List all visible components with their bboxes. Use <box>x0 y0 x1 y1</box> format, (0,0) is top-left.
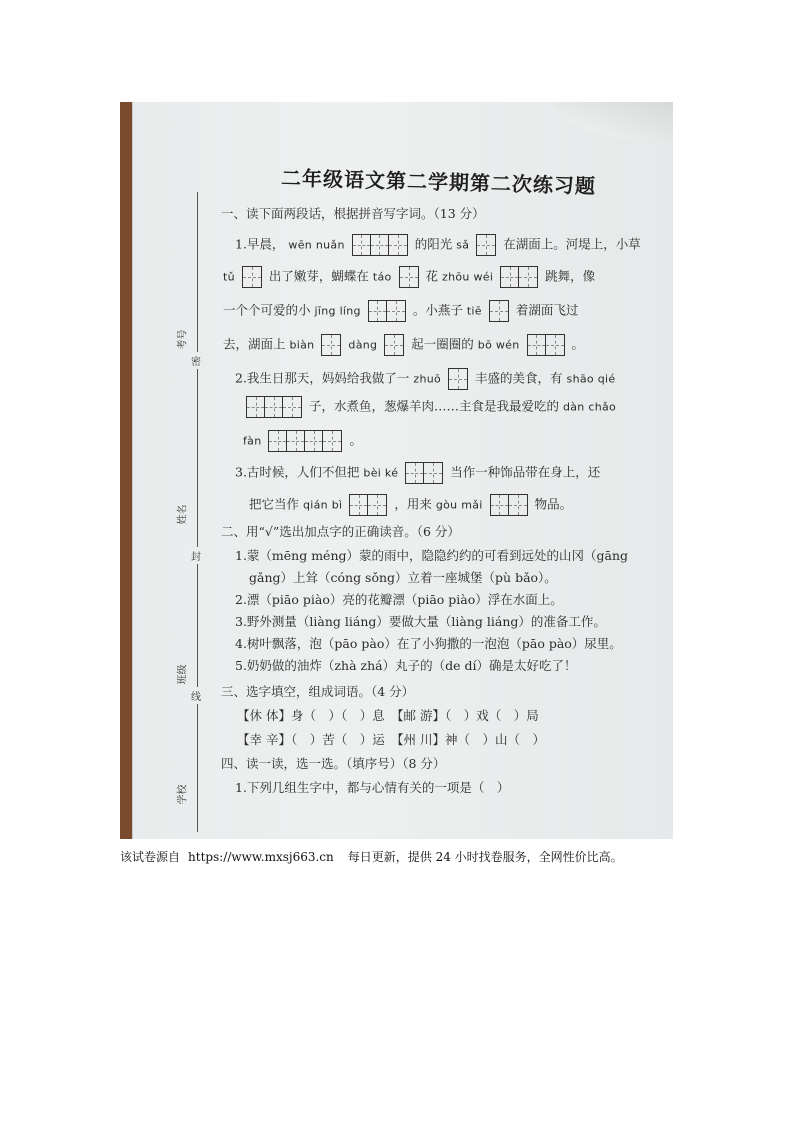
pinyin: qián bì <box>303 498 343 512</box>
pinyin: sǎ <box>456 238 470 252</box>
s2-line-2: gǎng）上耸（cóng sǒng）立着一座城堡（pù bǎo）。 <box>249 570 557 585</box>
answer-boxes[interactable] <box>500 266 538 288</box>
text: 3.古时候，人们不但把 <box>235 464 360 480</box>
answer-boxes[interactable] <box>368 300 406 322</box>
exam-photo <box>120 102 673 839</box>
caption-note: 每日更新，提供 24 小时找卷服务，全网性价比高。 <box>347 850 623 864</box>
s2-line-6: 5.奶奶做的油炸（zhà zhá）丸子的（de dí）确是太好吃了！ <box>235 658 577 673</box>
text: 当作一种饰品带在身上，还 <box>450 464 601 480</box>
answer-boxes[interactable] <box>268 430 342 452</box>
text: 着湖面飞过 <box>515 302 579 318</box>
s3-line-1: 【休 体】身（ ）（ ）息 【邮 游】（ ）戏（ ）局 <box>237 708 539 723</box>
binding-line <box>197 192 198 832</box>
binding-label-exam-no: 考号 <box>177 329 189 350</box>
pinyin: bō wén <box>477 338 520 352</box>
text: 。 <box>349 432 362 448</box>
binding-mark-seal: 密 <box>191 352 201 369</box>
text: 去，湖面上 <box>223 336 286 352</box>
s1-line-2 <box>223 266 595 288</box>
answer-boxes[interactable] <box>490 494 528 516</box>
section-4-heading: 四、读一读，选一选。（填序号）（8 分） <box>221 756 446 771</box>
answer-boxes[interactable] <box>349 494 387 516</box>
answer-boxes[interactable] <box>399 266 419 288</box>
caption-source: 该试卷源自 <box>120 850 181 864</box>
answer-boxes[interactable] <box>384 334 404 356</box>
section-3-heading: 三、选字填空，组成词语。（4 分） <box>221 684 415 699</box>
text: 。小燕子 <box>412 302 463 318</box>
answer-boxes[interactable] <box>489 300 509 322</box>
answer-boxes[interactable] <box>352 234 408 256</box>
answer-boxes[interactable] <box>405 462 443 484</box>
text: 把它当作 <box>249 496 300 512</box>
pinyin: zhuō <box>413 372 442 386</box>
s1-line-5 <box>235 368 615 390</box>
s2-line-5: 4.树叶飘落，泡（pāo pào）在了小狗撒的一泡泡（pāo pào）尿里。 <box>235 636 622 651</box>
s1-line-6 <box>243 396 616 418</box>
answer-boxes[interactable] <box>321 334 341 356</box>
text: 的阳光 <box>414 236 453 252</box>
pinyin: wēn nuǎn <box>288 238 345 252</box>
pinyin: bèi ké <box>363 466 399 480</box>
exam-paper <box>132 102 673 839</box>
s2-line-4: 3.野外测量（liàng liáng）要做大量（liàng liáng）的准备工作。 <box>235 614 606 629</box>
exam-title: 二年级语文第二学期第二次练习题 <box>280 165 597 199</box>
text: 出了嫩芽，蝴蝶在 <box>268 268 369 284</box>
text: 跳舞，像 <box>545 268 596 284</box>
s1-line-3 <box>223 300 578 322</box>
binding-label-school: 学校 <box>177 784 189 805</box>
source-caption <box>120 848 637 865</box>
caption-url[interactable]: https://www.mxsj663.cn <box>188 850 334 864</box>
answer-boxes[interactable] <box>242 266 262 288</box>
section-2-heading: 二、用“√”选出加点字的正确读音。（6 分） <box>221 524 460 539</box>
answer-boxes[interactable] <box>527 334 565 356</box>
pinyin: tiē <box>466 304 482 318</box>
pinyin: dàng <box>348 338 378 352</box>
binding-label-class: 班级 <box>177 664 189 685</box>
pinyin: zhōu wéi <box>442 270 494 284</box>
pinyin: tǔ <box>223 270 235 284</box>
pinyin: gòu mǎi <box>435 498 483 512</box>
pinyin: jīng líng <box>314 304 361 318</box>
answer-boxes[interactable] <box>476 234 496 256</box>
text: 2.我生日那天，妈妈给我做了一 <box>235 370 410 386</box>
s1-line-4 <box>223 334 584 356</box>
binding-margin <box>171 162 207 832</box>
pinyin: biàn <box>289 338 315 352</box>
exam-content <box>221 102 671 839</box>
text: 子，水煮鱼，葱爆羊肉……主食是我最爱吃的 <box>308 398 559 414</box>
text: 。 <box>571 336 585 352</box>
binding-label-name: 姓名 <box>177 504 189 525</box>
binding-mark-line: 线 <box>191 687 201 704</box>
s1-line-8 <box>235 462 600 484</box>
answer-boxes[interactable] <box>246 396 302 418</box>
s1-line-1 <box>235 234 641 256</box>
text: 1.早晨， <box>235 236 285 252</box>
s2-line-3: 2.漂（piāo piào）亮的花瓣漂（piāo piào）浮在水面上。 <box>235 592 563 607</box>
s4-line-1: 1.下列几组生字中，都与心情有关的一项是（ ） <box>235 780 510 795</box>
text: 在湖面上。河堤上，小草 <box>503 236 641 252</box>
binding-mark-closed: 封 <box>191 547 201 564</box>
s1-line-7 <box>243 430 362 452</box>
text: 物品。 <box>534 496 573 512</box>
text: ，用来 <box>394 496 432 512</box>
pinyin: shāo qié <box>566 372 616 386</box>
pinyin: táo <box>372 270 392 284</box>
section-1-heading: 一、读下面两段话，根据拼音写字词。（13 分） <box>221 206 485 221</box>
pinyin: fàn <box>243 434 262 448</box>
s1-line-9 <box>249 494 572 516</box>
text: 起一圈圈的 <box>411 336 474 352</box>
text: 一个个可爱的小 <box>223 302 311 318</box>
answer-boxes[interactable] <box>448 368 468 390</box>
text: 花 <box>425 268 439 284</box>
s2-line-1: 1.蒙（mēng méng）蒙的雨中，隐隐约约的可看到远处的山冈（gāng <box>235 548 629 563</box>
s3-line-2: 【幸 辛】（ ）苦（ ）运 【州 川】神（ ）山（ ） <box>237 732 545 747</box>
pinyin: dàn chǎo <box>562 400 617 414</box>
text: 丰盛的美食，有 <box>475 370 563 386</box>
